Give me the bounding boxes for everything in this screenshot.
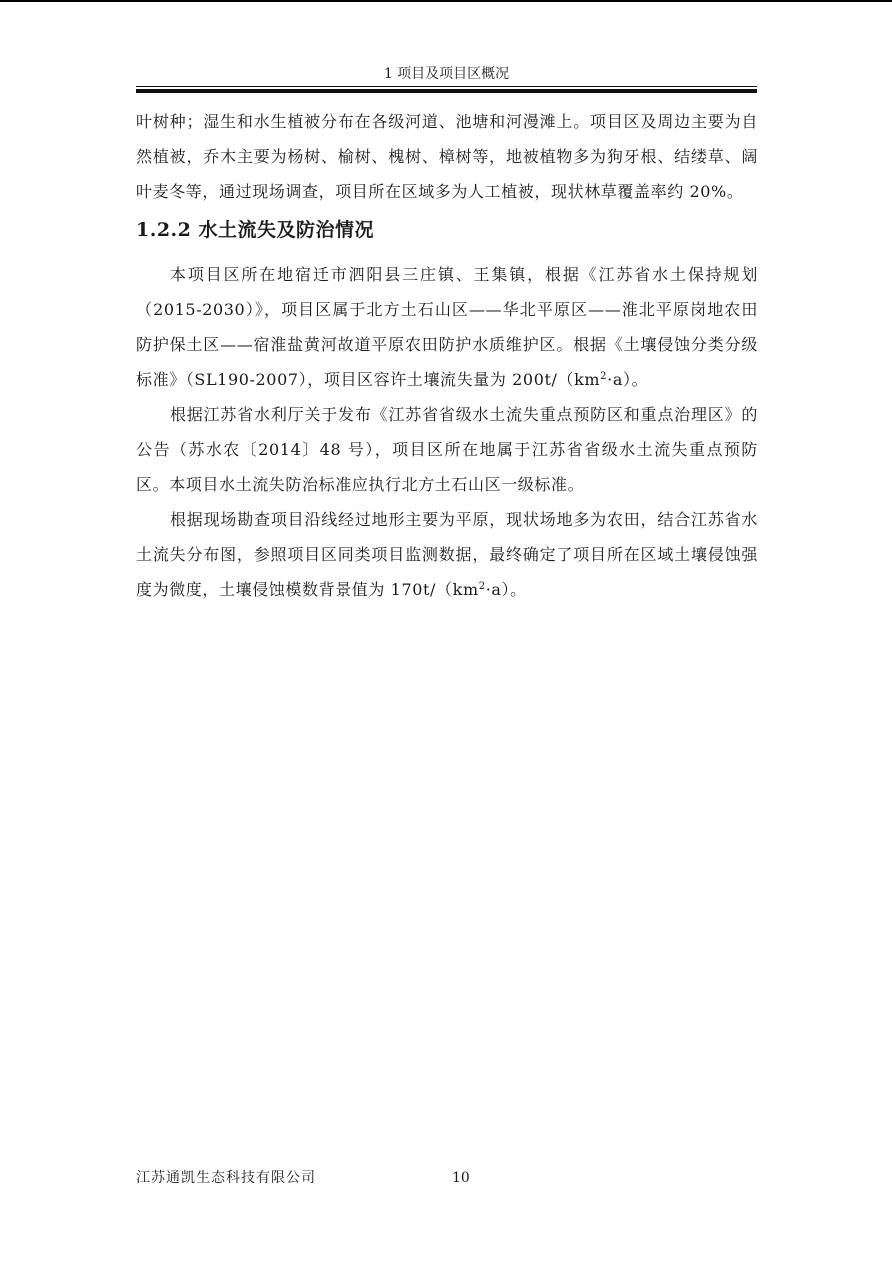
footer-company-name: 江苏通凯生态科技有限公司 — [136, 1170, 316, 1186]
paragraph-text: 根据现场勘查项目沿线经过地形主要为平原，现状场地多为农田，结合江苏省水土流失分布图，参照项目区同类项目监测数据，最终确定了项目所在区域土壤侵蚀强度为微度，土壤侵蚀模数背景值为 170t/（km — [136, 510, 758, 599]
document-body — [136, 104, 758, 607]
header-rule-thin — [136, 86, 757, 87]
paragraph-vegetation: 叶树种；湿生和水生植被分布在各级河道、池塘和河漫滩上。项目区及周边主要为自然植被，乔木主要为杨树、榆树、槐树、樟树等，地被植物多为狗牙根、结缕草、阔叶麦冬等，通过现场调查，项目所在区域多为人工植被，现状林草覆盖率约 20%。 — [136, 112, 758, 201]
superscript: 2 — [478, 581, 486, 592]
paragraph-text: 本项目区所在地宿迁市泗阳县三庄镇、王集镇，根据《江苏省水土保持规划（2015-2030）》，项目区属于北方土石山区——华北平原区——淮北平原岗地农田防护保土区——宿淮盐黄河故道平原农田防护水质维护区。根据《土壤侵蚀分类分级标准》（SL190-2007），项目区容许土壤流失量为 200t/（km — [136, 265, 758, 389]
page-number: 10 — [452, 1170, 470, 1186]
section-heading: 1.2.2 水土流失及防治情况 — [136, 219, 375, 241]
paragraph-text-tail: ·a）。 — [607, 370, 649, 389]
page-top-edge — [0, 0, 892, 2]
paragraph-soil-erosion-zoning — [136, 257, 758, 397]
superscript: 2 — [600, 371, 608, 382]
page-header: 1 项目及项目区概况 — [383, 66, 510, 82]
paragraph-text-tail: ·a）。 — [485, 580, 527, 599]
paragraph-prevention-zone: 根据江苏省水利厅关于发布《江苏省省级水土流失重点预防区和重点治理区》的公告（苏水农〔2014〕48 号），项目区所在地属于江苏省省级水土流失重点预防区。本项目水土流失防治标准应执行北方土石山区一级标准。 — [136, 405, 758, 494]
header-rule-thick — [136, 89, 757, 93]
paragraph-erosion-intensity — [136, 502, 758, 607]
